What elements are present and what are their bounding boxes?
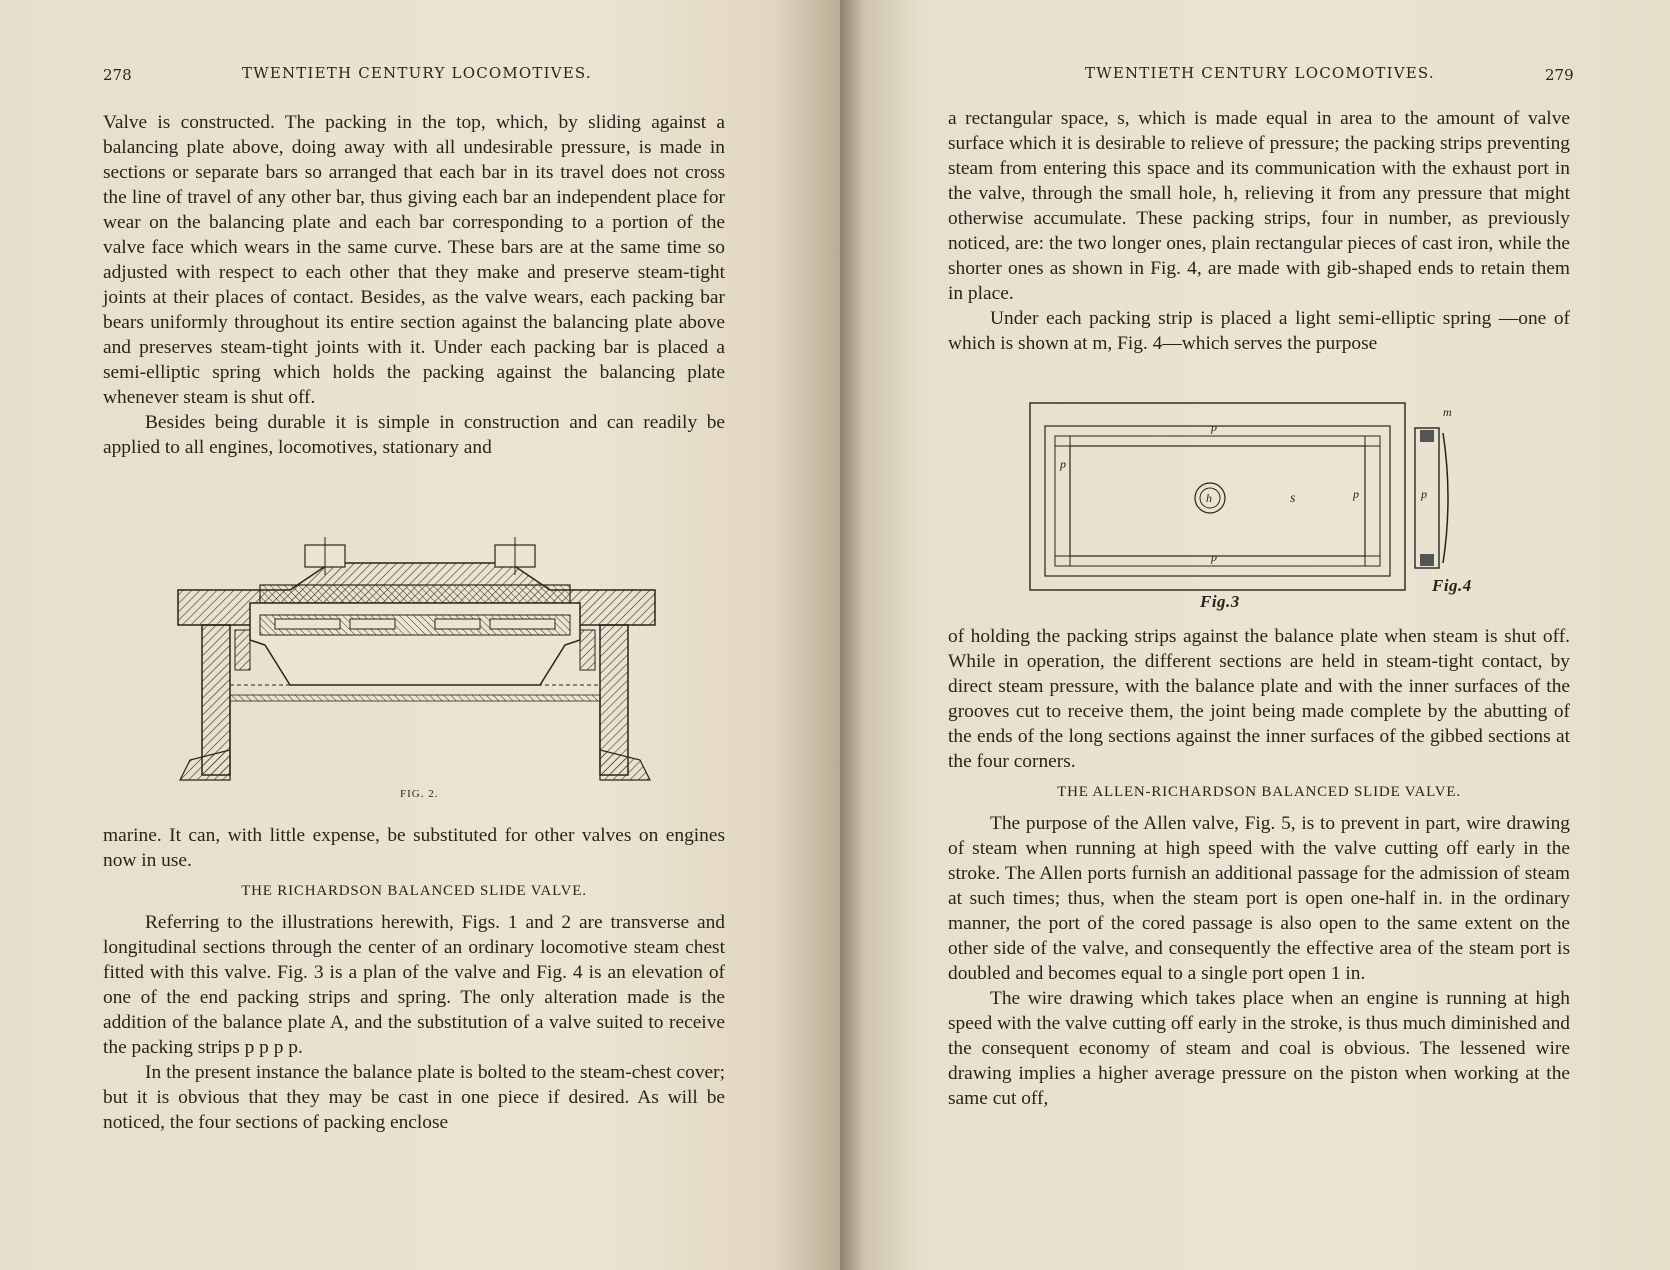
paragraph: Referring to the illustrations herewith, Figs. 1 and 2 are transverse and longitudinal sections through the center of an ordinary locomotive steam chest fitted with this valve. Fig. 3 is a plan of the valve and Fig. 4 is an elevation of one of the end packing strips and spring. The only alteration made is the addition of the balance plate A, and the substitution of a valve suited to receive the packing strips p p p p.	[103, 912, 725, 1058]
fig3-fig4-packing-drawing	[1025, 398, 1455, 613]
label-s: s	[1290, 491, 1296, 506]
paragraph: In the present instance the balance plate is bolted to the steam-chest cover; but it is obvious that they may be cast in one piece if desired. As will be noticed, the four sections of packing enclose	[103, 1062, 725, 1133]
left-text-top	[103, 110, 725, 460]
paragraph: Besides being durable it is simple in construction and can readily be applied to all engines, locomotives, stationary and	[103, 412, 725, 458]
paragraph: of holding the packing strips against the balance plate when steam is shut off. While in operation, the different sections are held in steam-tight contact, by direct steam pressure, with the balance plate and with the inner surfaces of the grooves cut to receive them, the joint being made complete by the abutting of the ends of the long sections against the inner surfaces of the gibbed sections at the four corners.	[948, 626, 1570, 772]
left-text-bottom	[103, 823, 725, 1135]
paragraph: a rectangular space, s, which is made equal in area to the amount of valve surface which it is desirable to relieve of pressure; the packing strips preventing steam from entering this space and its communication with the exhaust port in the valve, through the small hole, h, relieving it from any pressure that might otherwise accumulate. These packing strips, four in number, as previously noticed, are: the two longer ones, plain rectangular pieces of cast iron, while the shorter ones as shown in Fig. 4, are made with gib-shaped ends to retain them in place.	[948, 108, 1570, 304]
paragraph: The purpose of the Allen valve, Fig. 5, is to prevent in part, wire drawing of steam when running at high speed with the valve cutting off early in the stroke. The Allen ports furnish an additional passage for the admission of steam at such times; thus, when the steam port is open one-half in. in the ordinary manner, the port of the cored passage is also open to the same extent on the other side of the valve, and consequently the effective area of the steam port is doubled and becomes equal to a single port open 1 in.	[948, 813, 1570, 984]
running-head: TWENTIETH CENTURY LOCOMOTIVES.	[242, 64, 592, 82]
label-m: m	[1443, 405, 1452, 419]
label-p-left: p	[1060, 457, 1066, 471]
figure-caption: FIG. 2.	[400, 788, 439, 800]
label-p-right: p	[1353, 487, 1359, 501]
page-number: 279	[1545, 66, 1574, 84]
label-p-bottom: p	[1211, 550, 1217, 564]
paragraph: marine. It can, with little expense, be substituted for other valves on engines now in use.	[103, 825, 725, 871]
page-number: 278	[103, 66, 132, 84]
fig3-caption: Fig.3	[1200, 592, 1240, 611]
label-p-fig4: p	[1421, 487, 1427, 501]
paragraph: Under each packing strip is placed a light semi-elliptic spring —one of which is shown at m, Fig. 4—which serves the purpose	[948, 308, 1570, 354]
section-heading: THE ALLEN-RICHARDSON BALANCED SLIDE VALVE.	[1057, 784, 1461, 800]
running-head: TWENTIETH CENTURY LOCOMOTIVES.	[1085, 64, 1435, 82]
fig2-valve-section-drawing	[170, 535, 660, 785]
right-page	[840, 0, 1670, 1270]
right-text-top	[948, 106, 1570, 356]
paragraph: The wire drawing which takes place when an engine is running at high speed with the valve cutting off early in the stroke, is thus much diminished and the consequent economy of steam and coal is obvious. The lessened wire drawing implies a higher average pressure on the piston when working at the same cut off,	[948, 988, 1570, 1109]
fig4-caption: Fig.4	[1432, 576, 1472, 595]
right-text-bottom	[948, 624, 1570, 1111]
label-h: h	[1206, 491, 1212, 505]
label-p-top: p	[1211, 420, 1217, 434]
paragraph: Valve is constructed. The packing in the top, which, by sliding against a balancing plate above, doing away with all undesirable pressure, is made in sections or separate bars so arranged that each bar in its travel does not cross the line of travel of any other bar, thus giving each bar an independent place for wear on the balancing plate and each bar corresponding to a portion of the valve face which wears in the same curve. These bars are at the same time so adjusted with respect to each other that they make and preserve steam-tight joints at their places of contact. Besides, as the valve wears, each packing bar bears uniformly throughout its entire section against the balancing plate above and preserves steam-tight joints with it. Under each packing bar is placed a semi-elliptic spring which holds the packing against the balancing plate whenever steam is shut off.	[103, 112, 725, 408]
section-heading: THE RICHARDSON BALANCED SLIDE VALVE.	[241, 883, 587, 899]
